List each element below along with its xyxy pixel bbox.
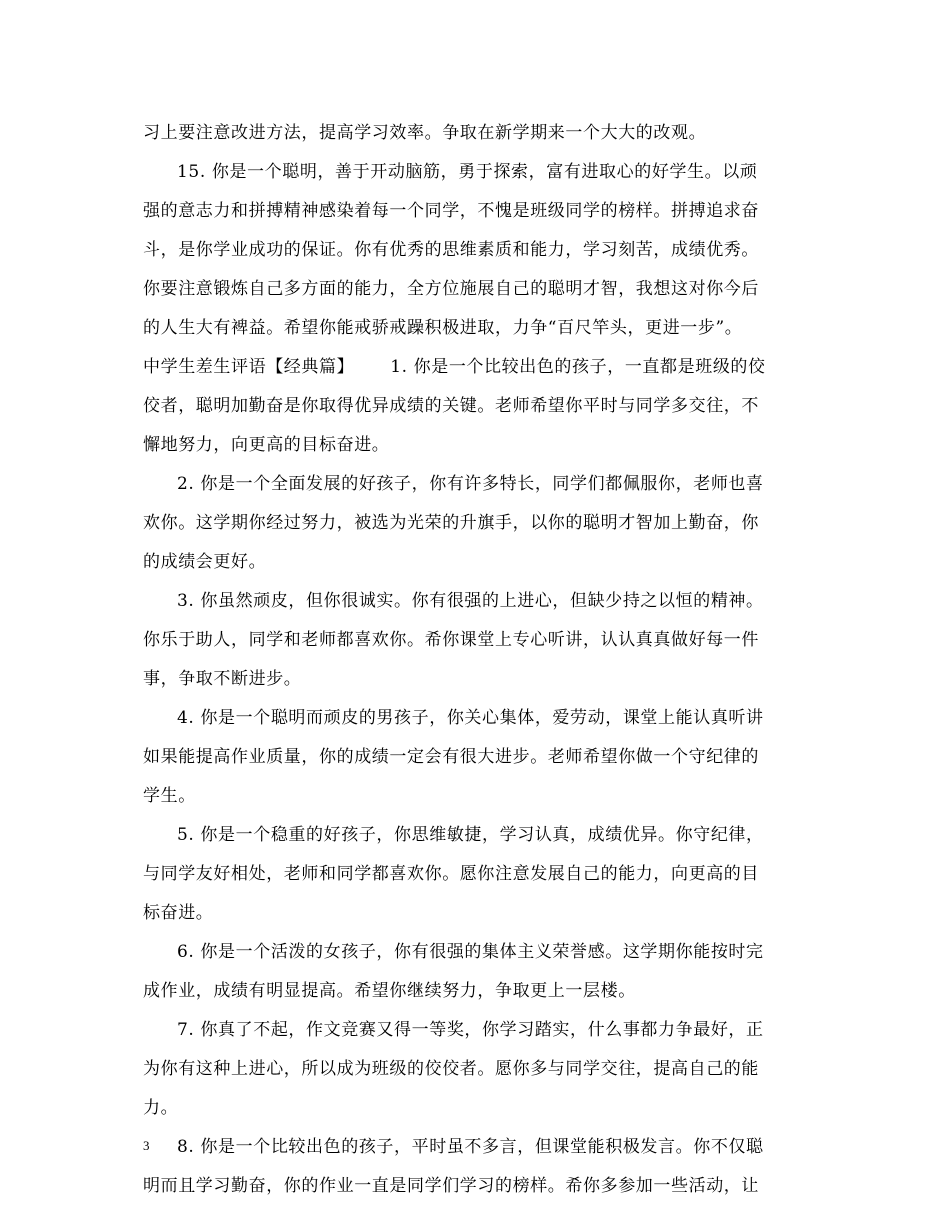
text-line: 成作业，成绩有明显提高。希望你继续努力，争取更上一层楼。	[143, 981, 636, 1001]
text-line: 斗，是你学业成功的保证。你有优秀的思维素质和能力，学习刻苦，成绩优秀。	[143, 240, 759, 260]
text-line: 7. 你真了不起，作文竞赛又得一等奖，你学习踏实，什么事都力争最好，正	[177, 1020, 764, 1040]
text-line: 事，争取不断进步。	[143, 669, 302, 689]
text-line: 5. 你是一个稳重的好孩子，你思维敏捷，学习认真，成绩优异。你守纪律，	[177, 825, 764, 845]
text-line: 1. 你是一个比较出色的孩子，一直都是班级的佼	[390, 357, 766, 377]
text-line: 如果能提高作业质量，你的成绩一定会有很大进步。老师希望你做一个守纪律的	[143, 747, 759, 767]
text-line: 的成绩会更好。	[143, 552, 267, 572]
text-line: 强的意志力和拼搏精神感染着每一个同学，不愧是班级同学的榜样。拼搏追求奋	[143, 201, 759, 221]
section-heading: 中学生差生评语【经典篇】	[143, 357, 355, 377]
text-line: 与同学友好相处，老师和同学都喜欢你。愿你注意发展自己的能力，向更高的目	[143, 864, 759, 884]
page-number: 3	[143, 1138, 150, 1153]
text-line: 4. 你是一个聪明而顽皮的男孩子，你关心集体，爱劳动，课堂上能认真听讲	[177, 708, 764, 728]
text-line: 3. 你虽然顽皮，但你很诚实。你有很强的上进心，但缺少持之以恒的精神。	[177, 591, 764, 611]
text-line: 标奋进。	[143, 903, 214, 923]
text-line: 为你有这种上进心，所以成为班级的佼佼者。愿你多与同学交往，提高自己的能	[143, 1059, 759, 1079]
text-line: 力。	[143, 1098, 179, 1118]
section-heading-line	[143, 348, 811, 387]
text-line: 15. 你是一个聪明，善于开动脑筋，勇于探索，富有进取心的好学生。以顽	[177, 162, 758, 182]
text-line: 你要注意锻炼自己多方面的能力，全方位施展自己的聪明才智，我想这对你今后	[143, 279, 759, 299]
text-line: 学生。	[143, 786, 196, 806]
document-body	[143, 114, 811, 1206]
text-line: 明而且学习勤奋，你的作业一直是同学们学习的榜样。希你多参加一些活动，让	[143, 1176, 759, 1196]
text-line: 2. 你是一个全面发展的好孩子，你有许多特长，同学们都佩服你，老师也喜	[177, 474, 764, 494]
text-line: 的人生大有裨益。希望你能戒骄戒躁积极进取，力争“百尺竿头，更进一步”。	[143, 318, 743, 338]
text-line: 习上要注意改进方法，提高学习效率。争取在新学期来一个大大的改观。	[143, 123, 707, 143]
text-line: 佼者，聪明加勤奋是你取得优异成绩的关键。老师希望你平时与同学多交往，不	[143, 396, 759, 416]
text-line: 8. 你是一个比较出色的孩子，平时虽不多言，但课堂能积极发言。你不仅聪	[177, 1137, 764, 1157]
text-line: 懈地努力，向更高的目标奋进。	[143, 435, 390, 455]
text-line: 你乐于助人，同学和老师都喜欢你。希你课堂上专心听讲，认认真真做好每一件	[143, 630, 759, 650]
text-line: 欢你。这学期你经过努力，被选为光荣的升旗手，以你的聪明才智加上勤奋，你	[143, 513, 759, 533]
text-line: 6. 你是一个活泼的女孩子，你有很强的集体主义荣誉感。这学期你能按时完	[177, 942, 764, 962]
